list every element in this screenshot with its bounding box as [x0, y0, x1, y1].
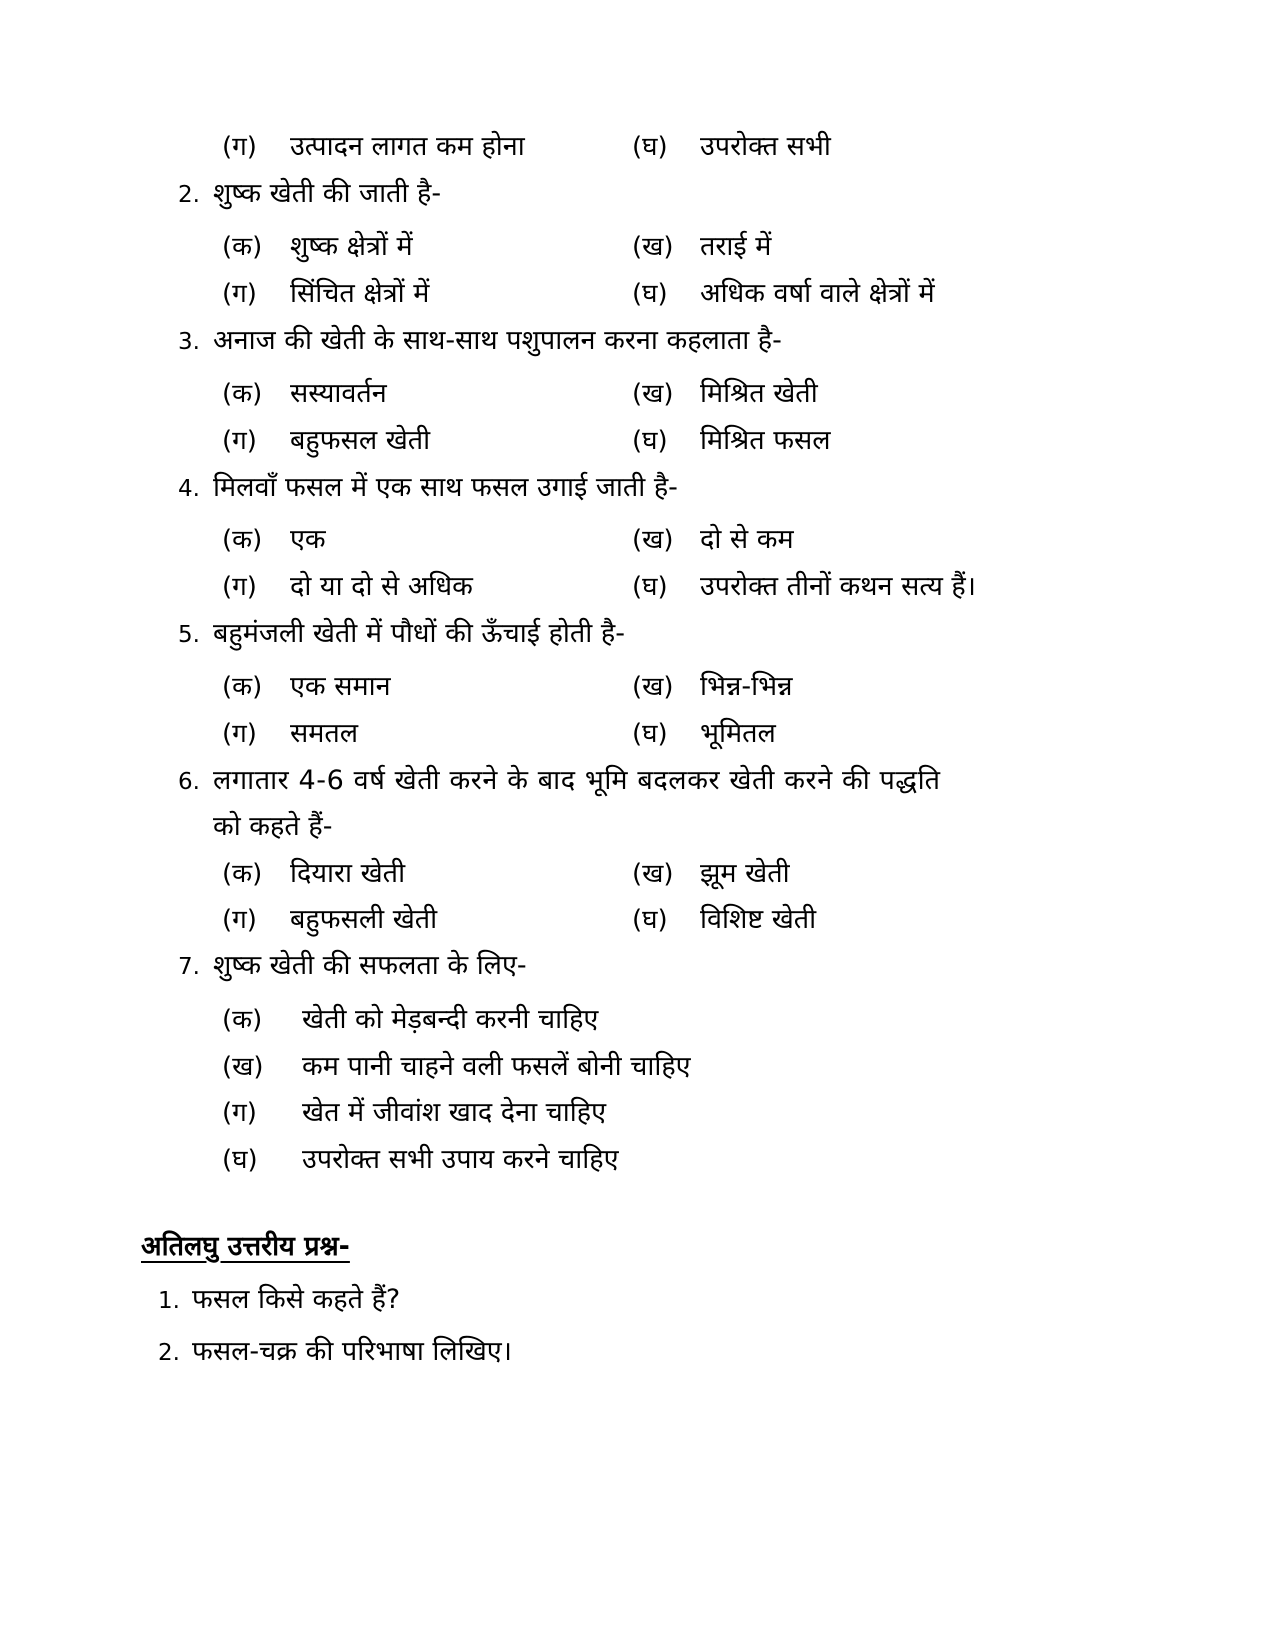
q7-option-gha-text: उपरोक्त सभी उपाय करने चाहिए — [302, 1144, 619, 1175]
q2-option-kha-label: (ख) — [632, 232, 674, 262]
q2-option-ga-label: (ग) — [222, 279, 257, 309]
q7-option-ka-text: खेती को मेड़बन्दी करनी चाहिए — [302, 1004, 599, 1035]
q4-number: 4. — [178, 476, 200, 502]
q4-option-gha-label: (घ) — [632, 572, 668, 602]
sa-q1-number: 1. — [158, 1288, 180, 1314]
q3-option-ga-label: (ग) — [222, 426, 257, 456]
q1-option-ga-label: (ग) — [222, 132, 257, 162]
q1-option-gha-text: उपरोक्त सभी — [700, 131, 831, 162]
q7-option-ka-label: (क) — [222, 1005, 263, 1035]
q6-text-line1: लगातार 4-6 वर्ष खेती करने के बाद भूमि बदलकर खेती करने की पद्धति — [213, 765, 941, 796]
q6-option-kha-text: झूम खेती — [700, 858, 790, 889]
q2-text: शुष्क खेती की जाती है- — [213, 178, 442, 209]
q7-option-kha-text: कम पानी चाहने वली फसलें बोनी चाहिए — [302, 1051, 691, 1082]
q1-option-gha-label: (घ) — [632, 132, 668, 162]
q7-text: शुष्क खेती की सफलता के लिए- — [213, 950, 527, 981]
short-answer-heading: अतिलघु उत्तरीय प्रश्न- — [141, 1231, 350, 1262]
q7-option-ga-text: खेत में जीवांश खाद देना चाहिए — [302, 1097, 607, 1128]
q3-text: अनाज की खेती के साथ-साथ पशुपालन करना कहलाता है- — [213, 325, 782, 356]
q4-option-kha-text: दो से कम — [700, 524, 794, 555]
q3-option-gha-text: मिश्रित फसल — [700, 425, 831, 456]
q4-option-gha-text: उपरोक्त तीनों कथन सत्य हैं। — [700, 571, 977, 602]
q7-number: 7. — [178, 954, 200, 980]
q6-option-ga-label: (ग) — [222, 905, 257, 935]
q2-option-gha-text: अधिक वर्षा वाले क्षेत्रों में — [700, 278, 935, 309]
q3-option-ka-label: (क) — [222, 379, 263, 409]
q3-option-kha-text: मिश्रित खेती — [700, 378, 818, 409]
q5-number: 5. — [178, 622, 200, 648]
q7-option-gha-label: (घ) — [222, 1145, 258, 1175]
q6-option-ga-text: बहुफसली खेती — [290, 904, 438, 935]
q3-number: 3. — [178, 329, 200, 355]
q3-option-ka-text: सस्यावर्तन — [290, 378, 387, 409]
q4-option-ga-text: दो या दो से अधिक — [290, 571, 473, 602]
q2-option-kha-text: तराई में — [700, 231, 772, 262]
q6-option-kha-label: (ख) — [632, 859, 674, 889]
q2-number: 2. — [178, 182, 200, 208]
q6-option-gha-text: विशिष्ट खेती — [700, 904, 817, 935]
q3-option-kha-label: (ख) — [632, 379, 674, 409]
q6-option-ka-text: दियारा खेती — [290, 858, 406, 889]
q2-option-gha-label: (घ) — [632, 279, 668, 309]
q4-option-ga-label: (ग) — [222, 572, 257, 602]
q3-option-ga-text: बहुफसल खेती — [290, 425, 431, 456]
q6-number: 6. — [178, 769, 200, 795]
sa-q2-number: 2. — [158, 1340, 180, 1366]
q7-option-ga-label: (ग) — [222, 1098, 257, 1128]
q7-option-kha-label: (ख) — [222, 1052, 264, 1082]
q4-text: मिलवाँ फसल में एक साथ फसल उगाई जाती है- — [213, 472, 678, 503]
q5-option-ka-text: एक समान — [290, 671, 391, 702]
q1-option-ga-text: उत्पादन लागत कम होना — [290, 131, 525, 162]
sa-q1-text: फसल किसे कहते हैं? — [192, 1284, 401, 1315]
q4-option-kha-label: (ख) — [632, 525, 674, 555]
q6-option-ka-label: (क) — [222, 859, 263, 889]
q5-option-ka-label: (क) — [222, 672, 263, 702]
q6-option-gha-label: (घ) — [632, 905, 668, 935]
q5-text: बहुमंजली खेती में पौधों की ऊँचाई होती है- — [213, 618, 625, 649]
q2-option-ka-text: शुष्क क्षेत्रों में — [290, 231, 413, 262]
q3-option-gha-label: (घ) — [632, 426, 668, 456]
q5-option-ga-label: (ग) — [222, 719, 257, 749]
q4-option-ka-text: एक — [290, 524, 326, 555]
q2-option-ka-label: (क) — [222, 232, 263, 262]
q4-option-ka-label: (क) — [222, 525, 263, 555]
q5-option-gha-label: (घ) — [632, 719, 668, 749]
q6-text-line2: को कहते हैं- — [213, 811, 333, 842]
q5-option-kha-label: (ख) — [632, 672, 674, 702]
q2-option-ga-text: सिंचित क्षेत्रों में — [290, 278, 430, 309]
q5-option-kha-text: भिन्न-भिन्न — [700, 671, 793, 702]
q5-option-ga-text: समतल — [290, 718, 359, 749]
q5-option-gha-text: भूमितल — [700, 718, 776, 749]
sa-q2-text: फसल-चक्र की परिभाषा लिखिए। — [192, 1336, 512, 1367]
